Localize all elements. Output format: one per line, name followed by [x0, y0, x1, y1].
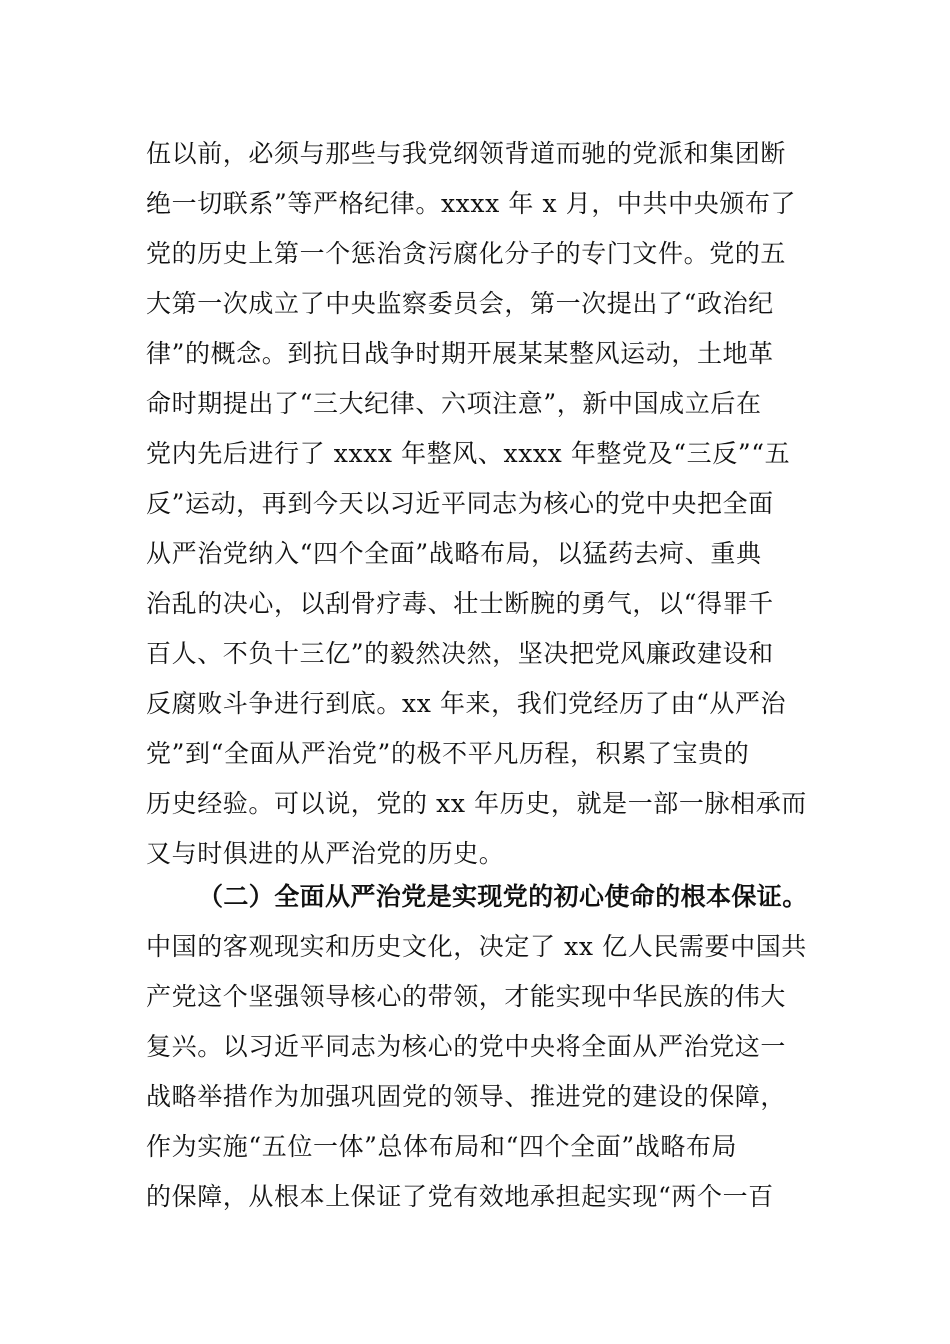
paragraph-2-line: 产党这个坚强领导核心的带领，才能实现中华民族的伟大 — [146, 982, 787, 1011]
paragraph-1-line: 历史经验。可以说，党的 xx 年历史，就是一部一脉相承而 — [146, 789, 807, 818]
paragraph-1-line: 反腐败斗争进行到底。xx 年来，我们党经历了由“从严治 — [146, 689, 787, 718]
paragraph-1-line: 又与时俱进的从严治党的历史。 — [146, 839, 505, 868]
paragraph-2-line: 作为实施“五位一体”总体布局和“四个全面”战略布局 — [146, 1132, 738, 1161]
paragraph-1-line: 伍以前，必须与那些与我党纲领背道而驰的党派和集团断 — [146, 139, 787, 168]
paragraph-1-line: 绝一切联系”等严格纪律。xxxx 年 x 月，中共中央颁布了 — [146, 189, 797, 218]
paragraph-1-line: 大第一次成立了中央监察委员会，第一次提出了“政治纪 — [146, 289, 774, 318]
section-heading: （二）全面从严治党是实现党的初心使命的根本保证。 — [198, 882, 808, 911]
paragraph-2-line: 复兴。以习近平同志为核心的党中央将全面从严治党这一 — [146, 1032, 787, 1061]
paragraph-2-line: 的保障，从根本上保证了党有效地承担起实现“两个一百 — [146, 1182, 774, 1211]
paragraph-1-line: 律”的概念。到抗日战争时期开展某某整风运动，土地革 — [146, 339, 774, 368]
paragraph-1-line: 命时期提出了“三大纪律、六项注意”，新中国成立后在 — [146, 389, 762, 418]
paragraph-2-line: 战略举措作为加强巩固党的领导、推进党的建设的保障， — [146, 1082, 787, 1111]
paragraph-1-line: 党的历史上第一个惩治贪污腐化分子的专门文件。党的五 — [146, 239, 787, 268]
paragraph-1-line: 党”到“全面从严治党”的极不平凡历程，积累了宝贵的 — [146, 739, 750, 768]
paragraph-1-line: 反”运动，再到今天以习近平同志为核心的党中央把全面 — [146, 489, 774, 518]
paragraph-1-line: 从严治党纳入“四个全面”战略布局，以猛药去疴、重典 — [146, 539, 762, 568]
paragraph-2-line: 中国的客观现实和历史文化，决定了 xx 亿人民需要中国共 — [146, 932, 807, 961]
paragraph-1-line: 党内先后进行了 xxxx 年整风、xxxx 年整党及“三反”“五 — [146, 439, 791, 468]
paragraph-1-line: 百人、不负十三亿”的毅然决然，坚决把党风廉政建设和 — [146, 639, 774, 668]
paragraph-1-line: 治乱的决心，以刮骨疗毒、壮士断腕的勇气，以“得罪千 — [146, 589, 774, 618]
